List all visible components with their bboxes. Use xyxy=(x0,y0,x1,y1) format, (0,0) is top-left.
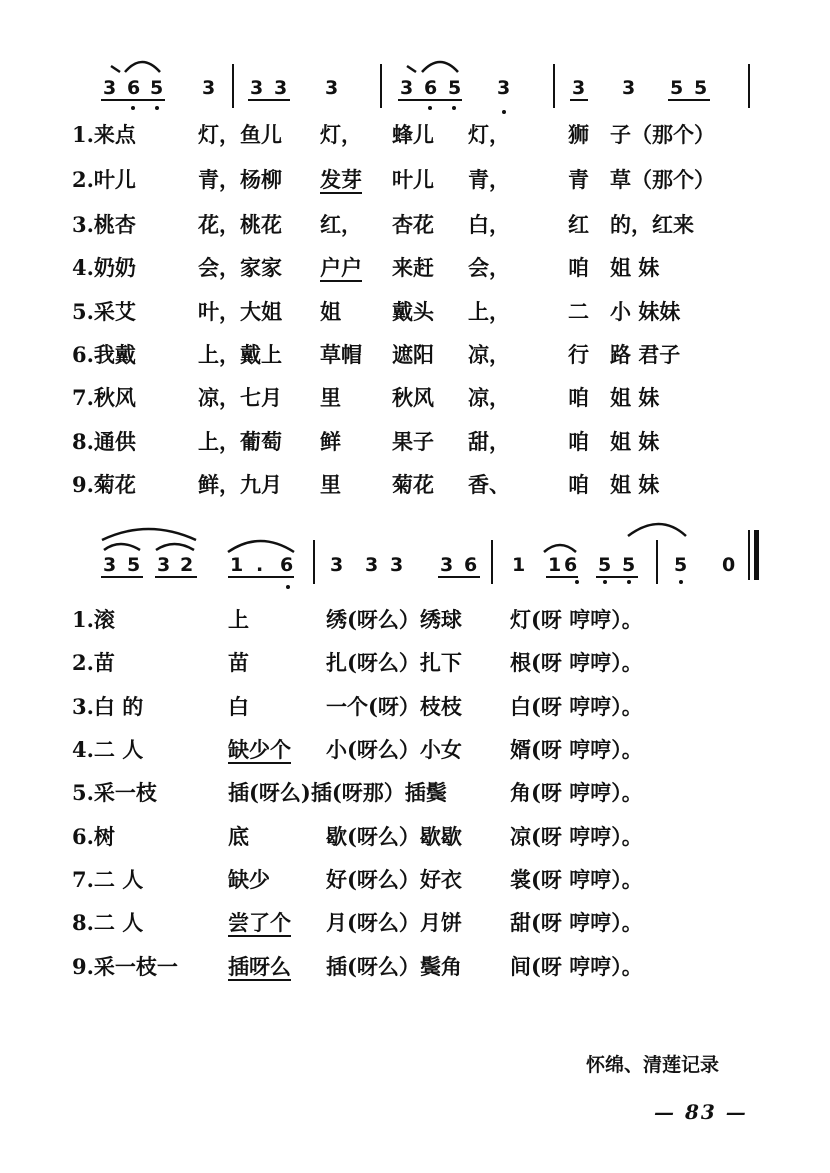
lyric-text: 歇(呀么）歇歇 xyxy=(326,824,462,849)
lyric-text: 3.白 的 xyxy=(72,694,144,719)
note: 6 xyxy=(280,554,294,576)
lyric-text: 咱 xyxy=(568,472,589,497)
lyric-text: 狮 xyxy=(568,122,589,147)
lyric-text: 间(呀 哼哼）。 xyxy=(510,954,643,979)
note: 6 xyxy=(564,554,578,576)
lyric-text: 一个(呀）枝枝 xyxy=(326,694,462,719)
lyric-text: 甜， xyxy=(468,429,510,454)
note: 3 xyxy=(325,77,339,99)
lyric-text: 会， xyxy=(468,255,510,280)
note: 5 xyxy=(694,77,708,99)
lyric-text: 青， xyxy=(468,167,510,192)
note: 5 xyxy=(670,77,684,99)
note: 3 xyxy=(330,554,344,576)
lyric-line xyxy=(0,605,830,645)
lyric-text: 叶儿 xyxy=(392,167,434,192)
lyric-line xyxy=(0,735,830,775)
lyric-text: 上，戴上 xyxy=(198,342,282,367)
lyric-text: 红， xyxy=(320,212,362,237)
note: 3 xyxy=(572,77,586,99)
lyric-text: 小 妹妹 xyxy=(610,299,681,324)
lyric-text: 角(呀 哼哼）。 xyxy=(510,780,643,805)
lyric-text: 5.采一枝 xyxy=(72,780,157,805)
lyric-text: 尝了个 xyxy=(228,910,291,935)
lyric-text: 草（那个） xyxy=(610,167,715,192)
lyric-text: 插(呀么)插(呀那）插鬓 xyxy=(228,780,447,805)
lyric-text: 苗 xyxy=(228,650,249,675)
lyric-text: 上，葡萄 xyxy=(198,429,282,454)
note: 3 xyxy=(103,554,117,576)
lyric-text: 鲜 xyxy=(320,429,341,454)
note: 5 xyxy=(622,554,636,576)
note: 5 xyxy=(150,77,164,99)
lyric-text: 9.菊花 xyxy=(72,472,136,497)
lyric-text: 会，家家 xyxy=(198,255,282,280)
lyric-text: 婿(呀 哼哼）。 xyxy=(510,737,643,762)
note: 3 xyxy=(250,77,264,99)
note: 3 xyxy=(390,554,404,576)
lyric-text: 二 xyxy=(568,299,589,324)
lyric-text: 姐 妹 xyxy=(610,429,660,454)
lyric-text: 姐 xyxy=(320,299,341,324)
lyric-text: 底 xyxy=(228,824,249,849)
lyric-text: 上 xyxy=(228,607,249,632)
lyric-text: 插(呀么）鬓角 xyxy=(326,954,462,979)
note: 5 xyxy=(674,554,688,576)
lyric-text: 姐 妹 xyxy=(610,472,660,497)
lyric-text: 叶，大姐 xyxy=(198,299,282,324)
lyric-text: 缺少 xyxy=(228,867,270,892)
note: 5 xyxy=(448,77,462,99)
lyric-text: 秋风 xyxy=(392,385,434,410)
lyric-text: 草帽 xyxy=(320,342,362,367)
lyric-text: 2.苗 xyxy=(72,650,115,675)
note: 3 xyxy=(497,77,511,99)
lyric-text: 插呀么 xyxy=(228,954,291,979)
lyric-text: 7.二 人 xyxy=(72,867,144,892)
lyric-text: 发芽 xyxy=(320,167,362,192)
page-number: — 83 — xyxy=(654,1100,748,1124)
lyric-text: 绣(呀么）绣球 xyxy=(326,607,462,632)
lyric-text: 咱 xyxy=(568,385,589,410)
lyric-text: 里 xyxy=(320,385,341,410)
lyric-text: 9.采一枝一 xyxy=(72,954,178,979)
lyric-text: 缺少个 xyxy=(228,737,291,762)
lyric-text: 户户 xyxy=(320,255,362,280)
note: 1 xyxy=(230,554,244,576)
lyric-line xyxy=(0,778,830,818)
note: 0 xyxy=(722,554,736,576)
lyric-text: 里 xyxy=(320,472,341,497)
lyric-line xyxy=(0,952,830,992)
lyric-line xyxy=(0,865,830,905)
note: 6 xyxy=(464,554,478,576)
lyric-text: 3.桃杏 xyxy=(72,212,136,237)
lyric-text: 根(呀 哼哼）。 xyxy=(510,650,643,675)
lyric-text: 1.滚 xyxy=(72,607,115,632)
lyric-text: 8.通供 xyxy=(72,429,136,454)
lyric-text: 青 xyxy=(568,167,589,192)
lyric-text: 裳(呀 哼哼）。 xyxy=(510,867,643,892)
lyric-text: 5.采艾 xyxy=(72,299,136,324)
lyric-text: 月(呀么）月饼 xyxy=(326,910,462,935)
lyric-line xyxy=(0,648,830,688)
lyric-text: 青，杨柳 xyxy=(198,167,282,192)
lyric-text: 6.树 xyxy=(72,824,115,849)
note: 3 xyxy=(157,554,171,576)
note: 3 xyxy=(202,77,216,99)
lyric-text: 6.我戴 xyxy=(72,342,136,367)
lyric-text: 7.秋风 xyxy=(72,385,136,410)
lyric-text: 鲜，九月 xyxy=(198,472,282,497)
lyric-text: 甜(呀 哼哼）。 xyxy=(510,910,643,935)
lyric-text: 菊花 xyxy=(392,472,434,497)
lyric-text: 好(呀么）好衣 xyxy=(326,867,462,892)
lyric-text: 灯， xyxy=(320,122,362,147)
lyric-line xyxy=(0,822,830,862)
note: 5 xyxy=(127,554,141,576)
lyric-text: 蜂儿 xyxy=(392,122,434,147)
lyric-text: 4.二 人 xyxy=(72,737,144,762)
lyric-text: 凉(呀 哼哼）。 xyxy=(510,824,643,849)
lyric-text: 1.来点 xyxy=(72,122,136,147)
lyric-text: 花，桃花 xyxy=(198,212,282,237)
lyric-text: 凉， xyxy=(468,385,510,410)
lyric-text: 上， xyxy=(468,299,510,324)
note: 1 xyxy=(512,554,526,576)
note: 3 xyxy=(365,554,379,576)
lyric-text: 红 xyxy=(568,212,589,237)
lyric-text: 来赶 xyxy=(392,255,434,280)
note: 3 xyxy=(440,554,454,576)
lyric-text: 子（那个） xyxy=(610,122,715,147)
lyric-text: 灯， xyxy=(468,122,510,147)
lyric-text: 白 xyxy=(228,694,249,719)
lyric-line xyxy=(0,692,830,732)
lyric-text: 香、 xyxy=(468,472,510,497)
lyric-text: 遮阳 xyxy=(392,342,434,367)
note: 6 xyxy=(424,77,438,99)
note: 3 xyxy=(103,77,117,99)
lyric-text: 凉，七月 xyxy=(198,385,282,410)
note: 3 xyxy=(622,77,636,99)
lyric-text: 路 君子 xyxy=(610,342,681,367)
lyric-text: 小(呀么）小女 xyxy=(326,737,462,762)
lyric-text: 果子 xyxy=(392,429,434,454)
lyric-text: 4.奶奶 xyxy=(72,255,136,280)
lyric-text: 咱 xyxy=(568,255,589,280)
lyric-text: 凉， xyxy=(468,342,510,367)
note: 2 xyxy=(180,554,194,576)
lyric-text: 戴头 xyxy=(392,299,434,324)
note: 3 xyxy=(274,77,288,99)
lyric-text: 白， xyxy=(468,212,510,237)
lyric-text: 2.叶儿 xyxy=(72,167,136,192)
lyric-text: 灯，鱼儿 xyxy=(198,122,282,147)
lyric-text: 行 xyxy=(568,342,589,367)
lyric-text: 姐 妹 xyxy=(610,385,660,410)
note: 3 xyxy=(400,77,414,99)
note: 5 xyxy=(598,554,612,576)
lyric-line xyxy=(0,908,830,948)
lyric-text: 8.二 人 xyxy=(72,910,144,935)
lyric-text: 杏花 xyxy=(392,212,434,237)
lyric-text: 扎(呀么）扎下 xyxy=(326,650,462,675)
lyric-text: 姐 妹 xyxy=(610,255,660,280)
note: 6 xyxy=(127,77,141,99)
lyric-text: 白(呀 哼哼）。 xyxy=(510,694,643,719)
lyric-text: 的，红来 xyxy=(610,212,694,237)
transcription-credit: 怀绵、清莲记录 xyxy=(586,1054,720,1076)
note: . xyxy=(256,554,264,576)
note: 1 xyxy=(548,554,562,576)
lyric-text: 灯(呀 哼哼）。 xyxy=(510,607,643,632)
lyric-text: 咱 xyxy=(568,429,589,454)
